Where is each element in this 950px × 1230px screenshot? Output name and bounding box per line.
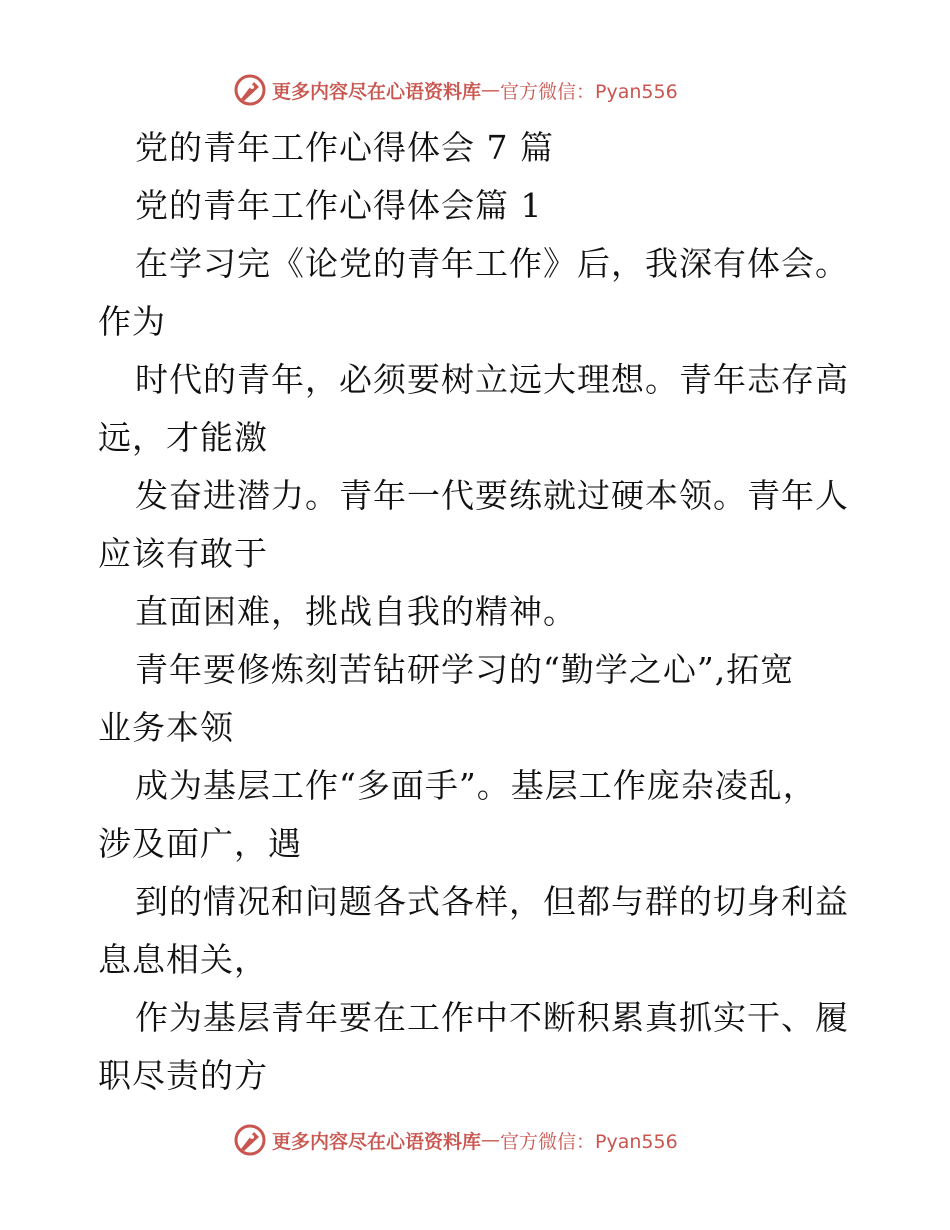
paragraph-line: 涉及面广，遇 xyxy=(98,824,302,863)
watermark-dash: — xyxy=(481,1129,501,1151)
watermark-dash: — xyxy=(481,79,501,101)
paragraph-line: 职尽责的方 xyxy=(98,1056,268,1095)
paragraph-line: 作为基层青年要在工作中不断积累真抓实干、履 xyxy=(135,998,849,1037)
paragraph-line: 息息相关， xyxy=(98,940,268,979)
header-watermark xyxy=(232,70,678,110)
paragraph-line: 直面困难，挑战自我的精神。 xyxy=(135,592,577,631)
paragraph-line: 在学习完《论党的青年工作》后，我深有体会。 xyxy=(135,244,849,283)
paragraph-line: 成为基层工作“多面手”。基层工作庞杂凌乱， xyxy=(135,766,817,805)
watermark-wechat: 官方微信：Pyan556 xyxy=(500,80,678,103)
paragraph-line: 作为 xyxy=(98,302,166,341)
watermark-main-text: 更多内容尽在心语资料库 xyxy=(272,1130,482,1153)
paragraph-line: 应该有敢于 xyxy=(98,534,268,573)
paragraph-line: 远，才能激 xyxy=(98,418,268,457)
paragraph-line: 青年要修炼刻苦钻研学习的“勤学之心”,拓宽 xyxy=(135,650,795,689)
document-title: 党的青年工作心得体会 7 篇 xyxy=(135,128,554,167)
pen-nib-circle-icon xyxy=(232,1122,268,1158)
paragraph-line: 业务本领 xyxy=(98,708,234,747)
footer-watermark xyxy=(232,1120,678,1160)
pen-nib-circle-icon xyxy=(232,72,268,108)
paragraph-line: 到的情况和问题各式各样，但都与群的切身利益 xyxy=(135,882,849,921)
watermark-wechat: 官方微信：Pyan556 xyxy=(500,1130,678,1153)
paragraph-line: 时代的青年，必须要树立远大理想。青年志存高 xyxy=(135,360,849,399)
section-heading: 党的青年工作心得体会篇 1 xyxy=(135,186,543,225)
paragraph-line: 发奋进潜力。青年一代要练就过硬本领。青年人 xyxy=(135,476,849,515)
watermark-main-text: 更多内容尽在心语资料库 xyxy=(272,80,482,103)
